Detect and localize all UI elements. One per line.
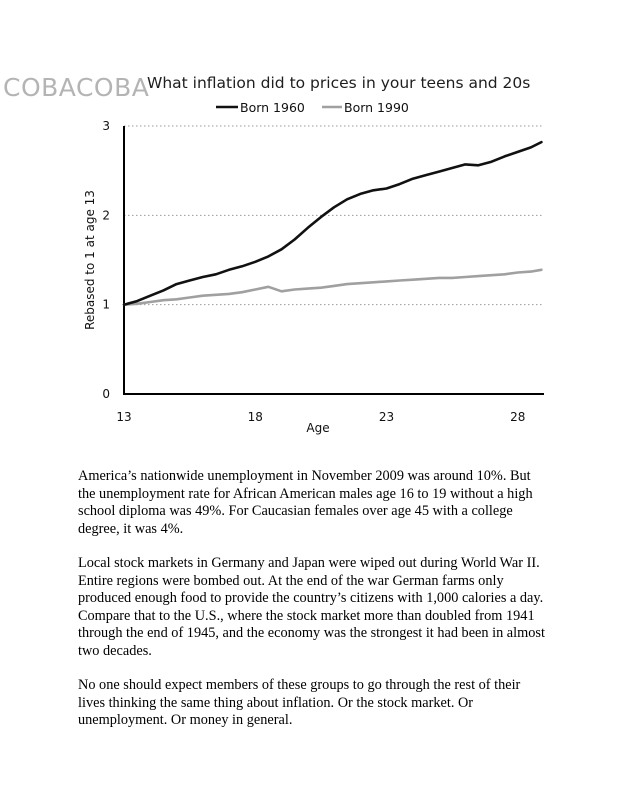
watermark-text: COBACOBA: [3, 73, 150, 102]
legend-label-born-1960: Born 1960: [240, 100, 305, 115]
series-line-born-1960: [124, 142, 541, 305]
y-tick-label: 0: [102, 387, 110, 401]
x-tick-label: 13: [116, 410, 132, 424]
y-axis-label: Rebased to 1 at age 13: [83, 190, 97, 330]
x-tick-label: 28: [510, 410, 526, 424]
x-tick-label: 18: [247, 410, 263, 424]
series-line-born-1990: [124, 270, 541, 305]
chart-legend: [216, 100, 409, 115]
x-axis-label: Age: [306, 421, 330, 435]
paragraph-2: Local stock markets in Germany and Japan were wiped out during World War II. Entire regions were bombed out. At the end of the war German farms only produced enough food to provide the country’s citizens with 1,000 calories a day. Compare that to the U.S., where the stock market more than doubled from 1941 through the end of 1945, and the economy was the strongest it had been in almost two decades.: [78, 555, 545, 659]
article-body: [78, 468, 548, 747]
legend-label-born-1990: Born 1990: [344, 100, 409, 115]
paragraph-1: America’s nationwide unemployment in November 2009 was around 10%. But the unemployment rate for African American males age 16 to 19 without a high school diploma was 49%. For Caucasian females over age 45 with a college degree, it was 4%.: [78, 468, 533, 537]
y-tick-label: 1: [102, 297, 110, 312]
x-tick-label: 23: [378, 410, 395, 424]
chart-title: What inflation did to prices in your teens and 20s: [147, 74, 531, 92]
y-tick-label: 2: [102, 208, 110, 223]
paragraph-3: No one should expect members of these groups to go through the rest of their lives thinking the same thing about inflation. Or the stock market. Or unemployment. Or money in general.: [78, 677, 521, 728]
y-tick-label: 3: [102, 119, 110, 133]
